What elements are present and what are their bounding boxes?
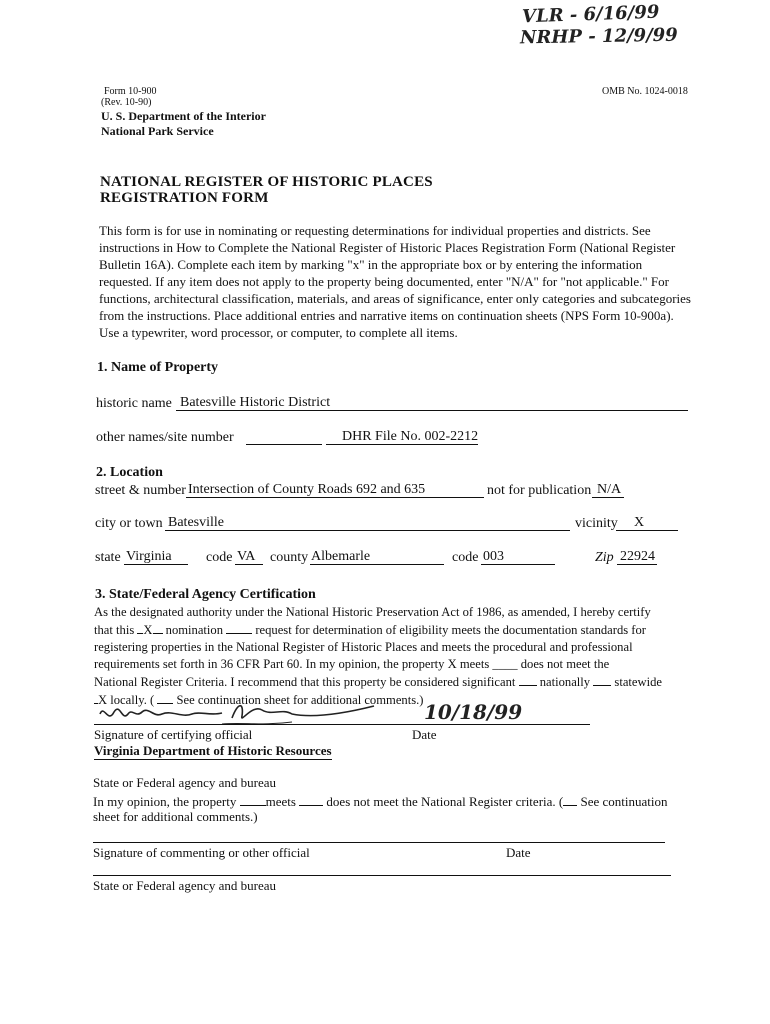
vicinity-value[interactable]: X: [634, 515, 645, 530]
city-label: city or town: [95, 516, 163, 531]
zip-value[interactable]: 22924: [620, 549, 655, 564]
other-names-label: other names/site number: [96, 430, 234, 445]
intro-line: This form is for use in nominating or requesting determinations for individual properties and districts. See: [99, 223, 651, 238]
city-value[interactable]: Batesville: [168, 515, 224, 530]
cert-line: [94, 673, 662, 691]
cert-line: registering properties in the National Register of Historic Places and meets the procedural and professional: [94, 640, 633, 654]
nationally-checkbox-line[interactable]: [519, 673, 537, 686]
intro-line: Use a typewriter, word processor, or computer, to complete all items.: [99, 325, 458, 340]
zip-label: Zip: [595, 550, 614, 565]
other-names-line-1: [246, 444, 322, 445]
cert-line: requirements set forth in 36 CFR Part 60. In my opinion, the property X meets ____ does not meet the: [94, 657, 610, 671]
cert-text: statewide: [614, 675, 662, 689]
locally-mark[interactable]: X: [98, 693, 108, 707]
signature-line: [94, 724, 590, 725]
cert-line: As the designated authority under the National Historic Preservation Act of 1986, as amended, I hereby certify: [94, 605, 651, 619]
request-checkbox-line[interactable]: [226, 621, 252, 634]
cert-line: [94, 621, 662, 639]
cert-text: request for determination of eligibility meets the documentation standards for: [255, 623, 646, 637]
other-names-value[interactable]: DHR File No. 002-2212: [342, 429, 479, 444]
street-label: street & number: [95, 483, 186, 498]
certifying-agency-name: Virginia Department of Historic Resources: [94, 743, 332, 758]
opinion-text: meets: [265, 794, 296, 809]
cert-text: National Register Criteria. I recommend that this property be considered significant: [94, 675, 516, 689]
omb-number: OMB No. 1024-0018: [602, 86, 688, 97]
form-subtitle: REGISTRATION FORM: [100, 190, 269, 206]
opinion-text: In my opinion, the property: [93, 794, 237, 809]
signature-date: 10/18/99: [424, 700, 523, 724]
intro-line: requested. If any item does not apply to the property being documented, enter "N/A" for "not applicable." For: [99, 274, 669, 289]
continuation-checkbox-line[interactable]: [563, 793, 577, 806]
section-1-heading: 1. Name of Property: [97, 360, 219, 375]
date-label: Date: [412, 727, 437, 742]
vicinity-line: [616, 530, 678, 531]
opinion-text: See continuation: [580, 794, 668, 809]
historic-name-label: historic name: [96, 396, 172, 411]
cert-text: nomination: [165, 623, 224, 637]
street-value[interactable]: Intersection of County Roads 692 and 635: [188, 482, 426, 497]
city-line: [165, 530, 570, 531]
vicinity-label: vicinity: [575, 516, 618, 531]
comment-agency-line: [93, 875, 671, 876]
opinion-line: [93, 793, 668, 810]
does-not-meet-checkbox-line[interactable]: [299, 793, 323, 806]
section-3-heading: 3. State/Federal Agency Certification: [95, 587, 316, 602]
signature-label: Signature of certifying official: [94, 727, 253, 742]
state-code-value[interactable]: VA: [237, 549, 256, 564]
not-for-publication-value[interactable]: N/A: [597, 482, 622, 497]
opinion-line-2: sheet for additional comments.): [93, 809, 258, 824]
cert-text: locally. (: [110, 693, 155, 707]
comment-signature-line: [93, 842, 665, 843]
section-2-heading: 2. Location: [96, 465, 163, 480]
intro-line: instructions in How to Complete the National Register of Historic Places Registration Form (National Register: [99, 240, 676, 255]
intro-line: Bulletin 16A). Complete each item by marking "x" in the appropriate box or by entering the information: [99, 257, 643, 272]
opinion-text: does not meet the National Register criteria. (: [326, 794, 564, 809]
statewide-checkbox-line[interactable]: [593, 673, 611, 686]
county-label: county: [270, 550, 309, 565]
department-name: U. S. Department of the Interior: [101, 109, 266, 123]
state-value[interactable]: Virginia: [126, 549, 172, 564]
intro-paragraph: [99, 222, 691, 341]
comment-date-label: Date: [506, 845, 531, 860]
comment-signature-label: Signature of commenting or other official: [93, 845, 310, 860]
handwritten-nrhp-date: NRHP - 12/9/99: [519, 24, 678, 49]
handwritten-vlr-date: VLR - 6/16/99: [521, 1, 660, 28]
form-revision: (Rev. 10-90): [101, 97, 152, 108]
cert-text: nationally: [539, 675, 591, 689]
historic-name-value[interactable]: Batesville Historic District: [180, 395, 331, 410]
meets-checkbox-line[interactable]: [240, 793, 266, 806]
agency-label: State or Federal agency and bureau: [93, 775, 277, 790]
intro-line: from the instructions. Place additional entries and narrative items on continuation sheets (NPS Form 10-900a).: [99, 308, 674, 323]
county-code-value[interactable]: 003: [483, 549, 504, 564]
cert-text: See continuation sheet for additional comments.): [176, 693, 424, 707]
certifying-agency: [94, 743, 332, 760]
form-number: Form 10-900: [104, 86, 157, 97]
state-label: state: [95, 550, 121, 565]
form-title: NATIONAL REGISTER OF HISTORIC PLACES: [100, 174, 433, 190]
intro-line: functions, architectural classification, materials, and areas of significance, enter only categories and subcategories: [99, 291, 691, 306]
comment-agency-label: State or Federal agency and bureau: [93, 878, 277, 893]
not-for-publication-label: not for publication: [487, 483, 592, 498]
blank-line: [153, 621, 163, 634]
county-code-label: code: [452, 550, 479, 565]
state-code-label: code: [206, 550, 233, 565]
cert-text: that this: [94, 623, 135, 637]
county-value[interactable]: Albemarle: [311, 549, 371, 564]
nomination-mark[interactable]: X: [143, 623, 153, 637]
service-name: National Park Service: [101, 124, 214, 138]
